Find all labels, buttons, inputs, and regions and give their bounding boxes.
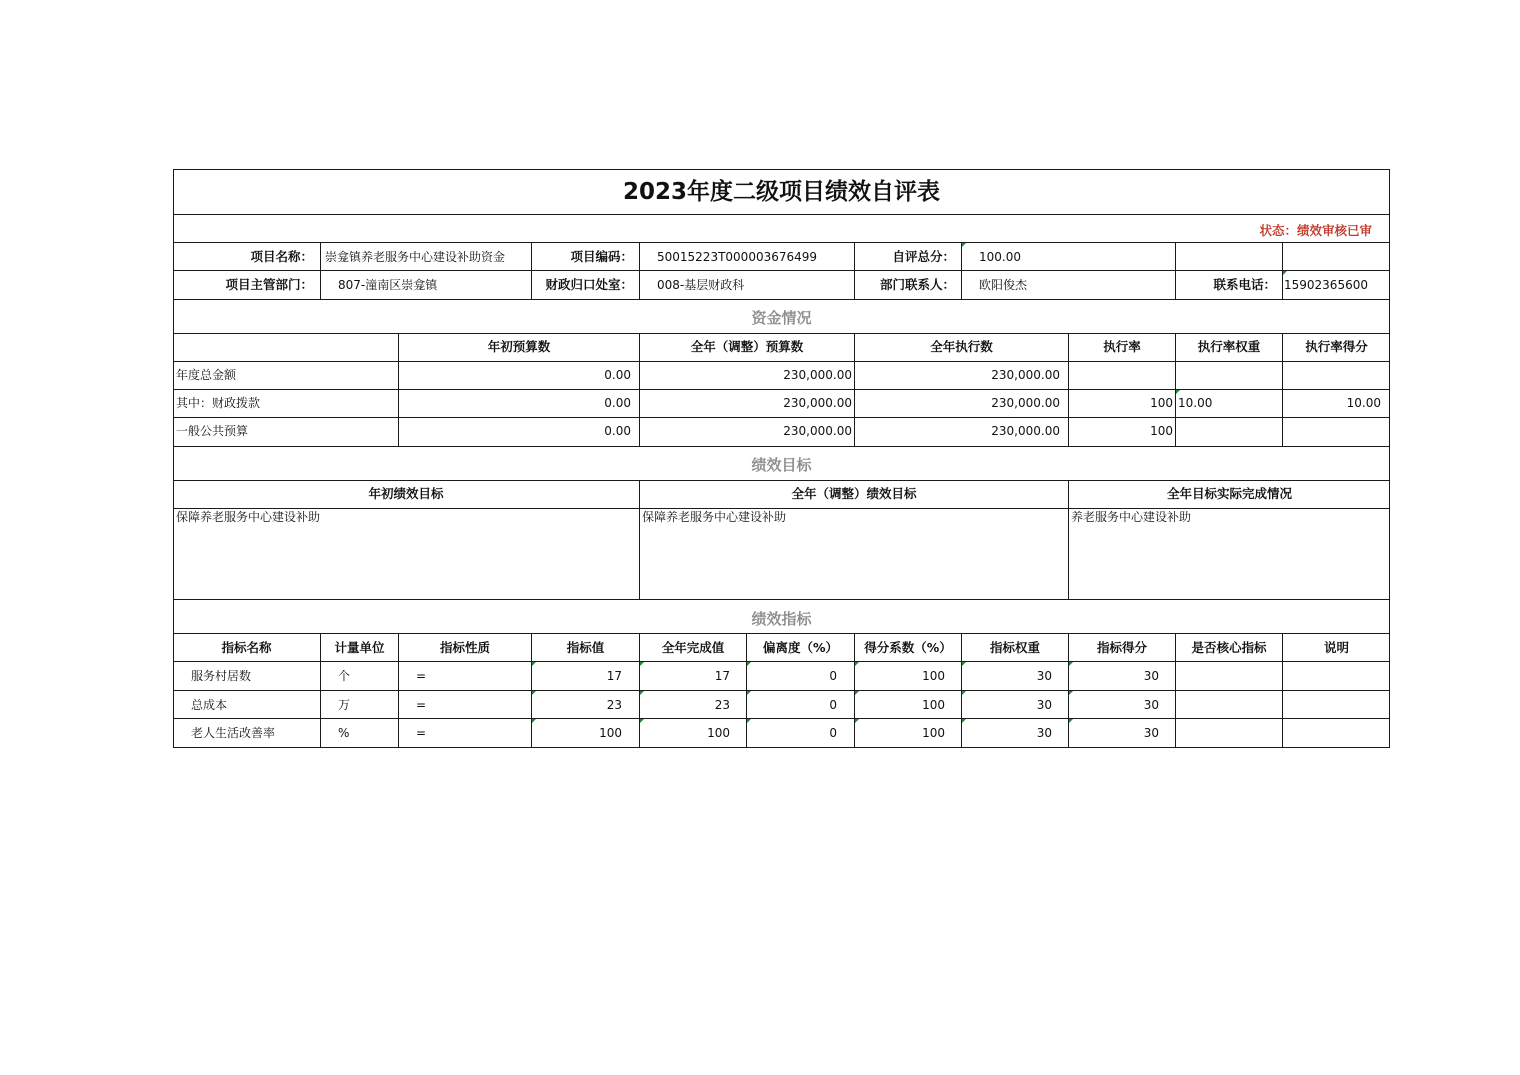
funds-header-adjusted: 全年（调整）预算数 (690, 339, 804, 354)
goal-adjusted-text: 保障养老服务中心建设补助 (642, 510, 787, 524)
project-code-label: 项目编码： (570, 249, 633, 264)
funds-cell: 230,000.00 (783, 368, 852, 382)
dept-label: 项目主管部门： (225, 277, 313, 292)
funds-header-executed: 全年执行数 (930, 339, 993, 354)
indicator-cell: 100 (922, 726, 945, 740)
indicator-cell: 100 (922, 698, 945, 712)
goals-header-initial: 年初绩效目标 (368, 486, 444, 501)
indicator-cell: 23 (606, 698, 622, 712)
indicator-cell: 100 (599, 726, 622, 740)
project-name-label: 项目名称： (250, 249, 313, 264)
ind-header-target: 指标值 (566, 640, 605, 655)
evaluation-sheet (173, 169, 1390, 748)
funds-header-score: 执行率得分 (1305, 339, 1368, 354)
indicator-cell: 30 (1036, 726, 1052, 740)
indicator-cell: 30 (1036, 669, 1052, 683)
indicator-cell: 万 (338, 698, 351, 712)
indicator-cell: 100 (707, 726, 730, 740)
indicator-cell: 个 (338, 669, 351, 683)
funds-row-label: 其中：财政拨款 (176, 396, 261, 410)
indicator-cell: 30 (1143, 698, 1159, 712)
indicator-cell: 30 (1143, 726, 1159, 740)
funds-row-label: 年度总金额 (176, 368, 237, 382)
indicator-cell: 17 (606, 669, 622, 683)
funds-cell: 0.00 (604, 424, 631, 438)
indicators-section-title: 绩效指标 (751, 610, 812, 628)
funds-cell: 230,000.00 (783, 424, 852, 438)
contact-label: 部门联系人： (879, 277, 955, 292)
ind-header-actual: 全年完成值 (661, 640, 725, 655)
status-label: 状态：绩效审核已审 (1259, 223, 1372, 238)
indicator-cell: = (416, 698, 427, 712)
funds-row-label: 一般公共预算 (176, 424, 249, 438)
funds-cell: 0.00 (604, 368, 631, 382)
dept-value: 807-潼南区崇龛镇 (338, 278, 438, 292)
funds-cell: 230,000.00 (991, 368, 1060, 382)
finance-office-value: 008-基层财政科 (657, 278, 745, 292)
indicator-cell: 100 (922, 669, 945, 683)
indicator-name: 总成本 (191, 698, 228, 712)
ind-header-name: 指标名称 (221, 640, 272, 655)
phone-value: 15902365600 (1284, 278, 1368, 292)
indicator-cell: 0 (829, 698, 837, 712)
indicator-name: 老人生活改善率 (191, 726, 276, 740)
ind-header-unit: 计量单位 (334, 640, 385, 655)
sheet-title: 2023年度二级项目绩效自评表 (622, 179, 940, 205)
ind-header-note: 说明 (1323, 640, 1349, 655)
ind-header-nature: 指标性质 (439, 640, 490, 655)
phone-label: 联系电话： (1213, 277, 1276, 292)
funds-header-rate: 执行率 (1103, 339, 1141, 354)
ind-header-coef: 得分系数（%） (864, 640, 952, 655)
funds-cell: 10.00 (1346, 396, 1381, 410)
indicator-cell: 23 (714, 698, 730, 712)
indicator-cell: 30 (1036, 698, 1052, 712)
goals-header-actual: 全年目标实际完成情况 (1166, 486, 1292, 501)
goals-header-adjusted: 全年（调整）绩效目标 (791, 486, 917, 501)
ind-header-core: 是否核心指标 (1191, 640, 1267, 655)
indicator-cell: 17 (714, 669, 730, 683)
indicator-name: 服务村居数 (191, 669, 252, 683)
ind-header-weight: 指标权重 (989, 640, 1040, 655)
ind-header-score: 指标得分 (1096, 640, 1147, 655)
self-score-label: 自评总分： (892, 249, 955, 264)
ind-header-deviation: 偏离度（%） (762, 640, 839, 655)
indicator-cell: 30 (1143, 669, 1159, 683)
self-score-value: 100.00 (979, 250, 1021, 264)
funds-cell: 0.00 (604, 396, 631, 410)
funds-header-initial: 年初预算数 (487, 339, 551, 354)
goal-actual-text: 养老服务中心建设补助 (1071, 510, 1192, 524)
funds-cell: 230,000.00 (991, 396, 1060, 410)
indicator-cell: = (416, 669, 427, 683)
funds-cell: 10.00 (1178, 396, 1213, 410)
funds-cell: 100 (1150, 424, 1173, 438)
indicator-cell: = (416, 726, 427, 740)
funds-cell: 100 (1150, 396, 1173, 410)
goals-section-title: 绩效目标 (751, 456, 812, 474)
funds-section-title: 资金情况 (751, 309, 812, 327)
project-code-value: 50015223T000003676499 (657, 250, 818, 264)
contact-value: 欧阳俊杰 (979, 278, 1028, 292)
indicator-cell: % (338, 726, 350, 740)
indicator-cell: 0 (829, 669, 837, 683)
project-name-value: 崇龛镇养老服务中心建设补助资金 (325, 250, 506, 264)
funds-cell: 230,000.00 (991, 424, 1060, 438)
funds-header-weight: 执行率权重 (1197, 339, 1261, 354)
goal-initial-text: 保障养老服务中心建设补助 (176, 510, 321, 524)
funds-cell: 230,000.00 (783, 396, 852, 410)
finance-office-label: 财政归口处室： (545, 277, 633, 292)
indicator-cell: 0 (829, 726, 837, 740)
